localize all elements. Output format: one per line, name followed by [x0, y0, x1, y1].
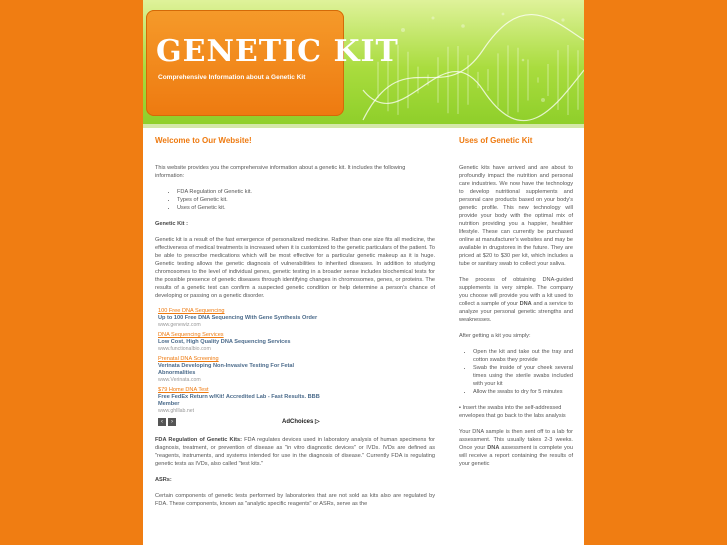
ad-footer [158, 418, 328, 428]
intro-text: This website provides you the comprehensive information about a genetic kit. It includes the following information: [155, 165, 406, 179]
ad-description[interactable]: Verinata Developing Non-Invasive Testing For Fetal Abnormalities [158, 363, 295, 376]
uses-paragraph-2-text-end: and a service to analyze your personal genetic strengths and weaknesses. [459, 301, 573, 323]
list-item: • Swab the inside of your cheek several times using the sterile swabs included with your kit [473, 364, 573, 388]
adchoices-icon: ▷ [315, 419, 320, 425]
ad-link[interactable]: $79 Home DNA Test [158, 387, 209, 393]
fda-heading: FDA Regulation of Genetic Kits: [155, 437, 242, 443]
asr-text: Certain components of genetic tests performed by laboratories that are not sold as kits also are regulated by FDA. These components, known as "analytic specific reagents" or ASRs, serve as the [155, 493, 435, 507]
ad-description[interactable]: Up to 100 Free DNA Sequencing With Gene Synthesis Order [158, 315, 318, 321]
ad-url[interactable]: www.Verinata.com [158, 377, 201, 383]
ad-item [158, 332, 328, 353]
ad-item [158, 356, 328, 384]
ad-link[interactable]: DNA Sequencing Services [158, 332, 224, 338]
adchoices-label: AdChoices [282, 419, 314, 425]
ad-url[interactable]: www.genewiz.com [158, 322, 201, 328]
header-title-box [146, 10, 399, 116]
list-item: • Open the kit and take out the tray and cotton swabs they provide [473, 348, 573, 364]
header-divider [143, 124, 584, 128]
intro-bullet-list [155, 188, 435, 212]
uses-paragraph-1: Genetic kits have arrived and are about to profoundly impact the nutrition and personal care industries. We now have the technology to develop nutritional supplements and personal care products based on your body's genetic profile. This new technology will provide your body with the optimal mix of nutrition providing you a happier, healthier lifestyle. These can currently be purchased online at manufacturer's websites and may be available in drugstores in the future. They are priced at $20 to $30 per kit, which includes a tube or sanitary swab to collect your saliva. [459, 165, 573, 267]
ad-item [158, 308, 328, 329]
uses-paragraph-4-text: Your DNA sample is then sent off to a lab for assessment. This usually takes 2-3 weeks. Once your [459, 429, 573, 451]
ad-description[interactable]: Low Cost, High Quality DNA Sequencing Services [158, 339, 291, 345]
steps-list [459, 348, 573, 396]
steps-intro: After getting a kit you simply: [459, 333, 531, 339]
header-banner [143, 0, 584, 124]
ad-link[interactable]: 100 Free DNA Sequencing [158, 308, 225, 314]
list-item: • Uses of Genetic kit. [177, 204, 435, 212]
uses-paragraph-4-text-end: assessment is complete you will receive a report containing the results of your genetic [459, 445, 573, 467]
asr-heading: ASRs: [155, 477, 172, 483]
list-item: • FDA Regulation of Genetic kit. [177, 188, 435, 196]
ad-next-icon[interactable]: › [168, 418, 176, 426]
list-item: • Types of Genetic kit. [177, 196, 435, 204]
genetic-kit-text: Genetic kit is a result of the fast emergence of personalized medicine. Rather than one size fits all medicine, the effectiveness of medical treatments is increased when it is customized to the genetic particulars of the patient. To be able to prescribe medications which will be most effective for a particular genetic makeup as it is huge. Genetic testing allows the genetic diagnosis of vulnerabilities to inherited diseases. In addition to studying chromosomes to the level of individual genes, genetic testing in a broader sense includes biochemical tests for the possible presence of genetic diseases through identifying changes in chromosomes, genes, or proteins. The results of a genetic test can confirm a suspected genetic condition or help determine a person's chance of developing or passing on a genetic disorder. [155, 237, 435, 299]
last-step-text: ▪ Insert the swabs into the self-addressed envelopes that go back to the labs analysis [459, 405, 566, 419]
fda-text: FDA regulates devices used in laboratory analysis of human specimens for diagnosis, treatment, or prevention of disease as "in vitro diagnostic devices" or IVDs. IVDs are defined as "reagents, instruments, and systems intended for use in the diagnosis of disease." Currently FDA is regulating genetic tests as IVDs, also called "test kits." [155, 437, 435, 467]
welcome-heading: Welcome to Our Website! [155, 136, 252, 145]
main-content [155, 136, 435, 516]
dna-keyword: DNA [519, 301, 532, 307]
ad-block [158, 308, 328, 428]
uses-paragraph-2 [459, 276, 573, 324]
ad-description[interactable]: Free FedEx Return w/Kit! Accredited Lab - Fast Results. BBB Member [158, 394, 320, 407]
ad-url[interactable]: www.functionalbio.com [158, 346, 211, 352]
uses-heading: Uses of Genetic Kit [459, 136, 533, 145]
page-container [143, 0, 584, 545]
ad-prev-icon[interactable]: ‹ [158, 418, 166, 426]
dna-keyword: DNA [487, 445, 500, 451]
genetic-kit-heading: Genetic Kit : [155, 221, 188, 227]
uses-paragraph-2-text: The process of obtaining DNA-guided supplements is very simple. The company you choose will provide you with a kit used to collect a sample of your [459, 277, 573, 307]
ad-item [158, 387, 328, 415]
sidebar-content [459, 136, 573, 476]
ad-link[interactable]: Prenatal DNA Screening [158, 356, 219, 362]
uses-paragraph-4 [459, 428, 573, 468]
list-item: • Allow the swabs to dry for 5 minutes [473, 388, 573, 396]
ad-url[interactable]: www.ghlllab.net [158, 408, 195, 414]
site-title[interactable]: GENETIC KIT [156, 34, 399, 69]
adchoices-link[interactable] [282, 418, 320, 426]
site-tagline: Comprehensive Information about a Genetic Kit [158, 74, 306, 81]
fda-paragraph [155, 436, 435, 468]
